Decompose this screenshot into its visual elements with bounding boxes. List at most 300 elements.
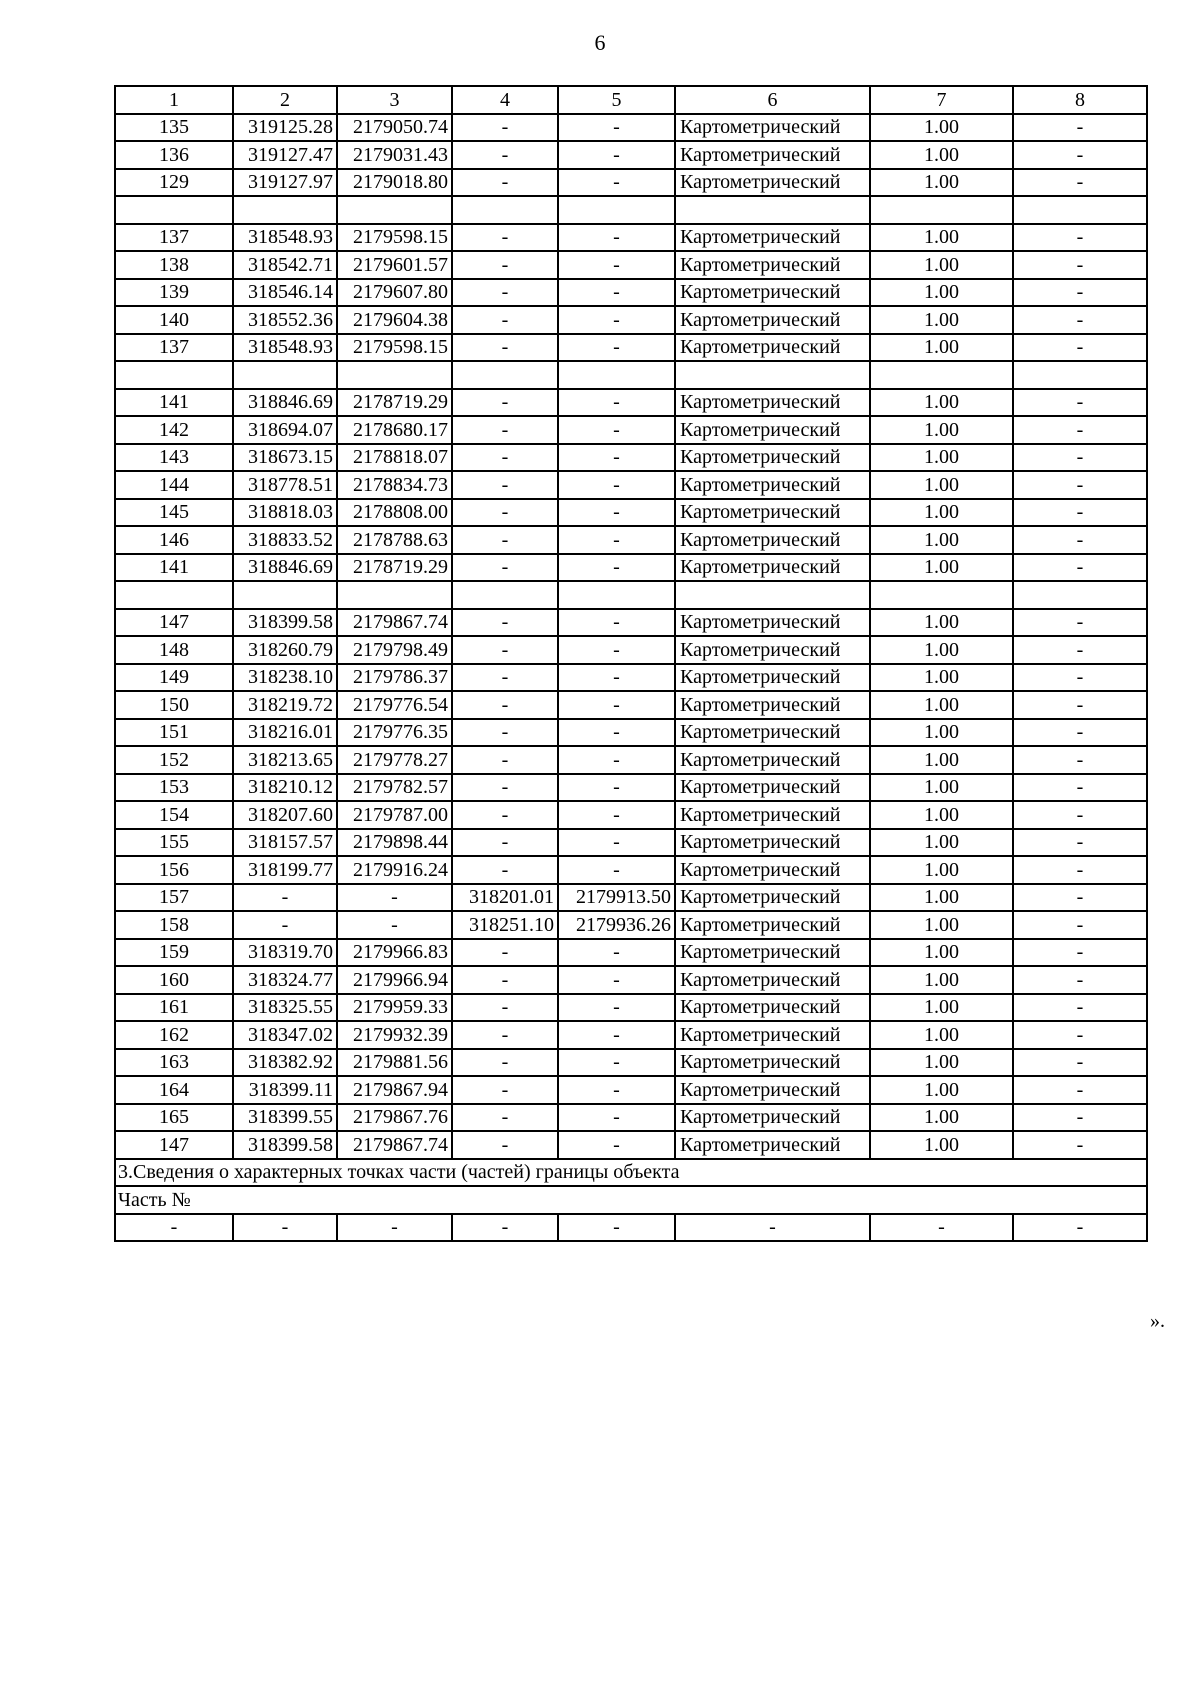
table-cell: 1.00 bbox=[870, 1131, 1013, 1159]
table-cell: - bbox=[558, 334, 675, 362]
table-cell: 139 bbox=[115, 279, 233, 307]
table-cell: 2179798.49 bbox=[337, 636, 452, 664]
table-cell: 318546.14 bbox=[233, 279, 337, 307]
table-cell: - bbox=[452, 416, 558, 444]
table-cell: 1.00 bbox=[870, 1076, 1013, 1104]
table-cell bbox=[337, 361, 452, 389]
table-cell: 137 bbox=[115, 224, 233, 252]
table-cell: Картометрический bbox=[675, 911, 870, 939]
table-cell: 2179966.83 bbox=[337, 939, 452, 967]
table-cell: - bbox=[233, 884, 337, 912]
table-cell: 2179786.37 bbox=[337, 664, 452, 692]
table-row bbox=[115, 856, 1147, 884]
table-cell: - bbox=[452, 829, 558, 857]
table-cell: 318260.79 bbox=[233, 636, 337, 664]
table-cell: 2179916.24 bbox=[337, 856, 452, 884]
table-cell: 2179867.76 bbox=[337, 1104, 452, 1132]
table-cell: 1.00 bbox=[870, 279, 1013, 307]
table-cell: 319127.47 bbox=[233, 141, 337, 169]
table-cell: 2179787.00 bbox=[337, 801, 452, 829]
table-cell: - bbox=[1013, 499, 1147, 527]
table-cell: - bbox=[452, 334, 558, 362]
table-cell: - bbox=[452, 526, 558, 554]
table-cell: - bbox=[452, 636, 558, 664]
table-cell: 1.00 bbox=[870, 141, 1013, 169]
table-cell: Картометрический bbox=[675, 389, 870, 417]
table-cell: - bbox=[1013, 966, 1147, 994]
table-cell: - bbox=[558, 939, 675, 967]
table-cell: 160 bbox=[115, 966, 233, 994]
table-cell: 318324.77 bbox=[233, 966, 337, 994]
table-row bbox=[115, 141, 1147, 169]
table-cell: Картометрический bbox=[675, 636, 870, 664]
header-cell: 8 bbox=[1013, 86, 1147, 114]
table-cell: - bbox=[558, 554, 675, 582]
table-cell: 1.00 bbox=[870, 609, 1013, 637]
table-cell: - bbox=[558, 664, 675, 692]
table-cell: - bbox=[1013, 471, 1147, 499]
table-cell: - bbox=[1013, 994, 1147, 1022]
table-cell bbox=[337, 581, 452, 609]
table-cell: 318548.93 bbox=[233, 334, 337, 362]
table-cell: 2179778.27 bbox=[337, 746, 452, 774]
table-cell: Картометрический bbox=[675, 884, 870, 912]
table-cell: - bbox=[558, 279, 675, 307]
table-row bbox=[115, 306, 1147, 334]
table-cell: - bbox=[1013, 636, 1147, 664]
table-cell: 318199.77 bbox=[233, 856, 337, 884]
table-row bbox=[115, 719, 1147, 747]
table-cell: - bbox=[558, 251, 675, 279]
table-cell: 2179776.35 bbox=[337, 719, 452, 747]
table-row bbox=[115, 1049, 1147, 1077]
table-cell: - bbox=[1013, 1131, 1147, 1159]
table-cell: 318846.69 bbox=[233, 554, 337, 582]
table-row bbox=[115, 416, 1147, 444]
table-cell: 165 bbox=[115, 1104, 233, 1132]
table-cell: - bbox=[337, 911, 452, 939]
table-cell: Картометрический bbox=[675, 306, 870, 334]
table-cell: 318207.60 bbox=[233, 801, 337, 829]
table-cell: - bbox=[558, 1021, 675, 1049]
table-cell bbox=[870, 361, 1013, 389]
table-cell: 2178834.73 bbox=[337, 471, 452, 499]
table-cell: - bbox=[452, 1104, 558, 1132]
table-row bbox=[115, 279, 1147, 307]
table-cell: Картометрический bbox=[675, 554, 870, 582]
table-cell: - bbox=[452, 746, 558, 774]
table-cell: - bbox=[558, 499, 675, 527]
table-cell: - bbox=[1013, 911, 1147, 939]
table-cell: - bbox=[1013, 444, 1147, 472]
table-cell bbox=[452, 361, 558, 389]
table-cell: - bbox=[1013, 1049, 1147, 1077]
table-cell: Картометрический bbox=[675, 719, 870, 747]
table-cell: - bbox=[1013, 664, 1147, 692]
table-cell: 319125.28 bbox=[233, 114, 337, 142]
part-cell: - bbox=[558, 1214, 675, 1242]
table-row bbox=[115, 1104, 1147, 1132]
table-cell: 148 bbox=[115, 636, 233, 664]
table-cell: 2179867.74 bbox=[337, 1131, 452, 1159]
table-cell: 161 bbox=[115, 994, 233, 1022]
table-cell: - bbox=[558, 636, 675, 664]
table-cell: - bbox=[558, 774, 675, 802]
table-row bbox=[115, 746, 1147, 774]
table-cell: 318251.10 bbox=[452, 911, 558, 939]
table-cell: - bbox=[1013, 224, 1147, 252]
table-cell: 1.00 bbox=[870, 939, 1013, 967]
table-row bbox=[115, 1021, 1147, 1049]
table-cell: - bbox=[558, 389, 675, 417]
table-cell: 1.00 bbox=[870, 306, 1013, 334]
table-cell: 2178818.07 bbox=[337, 444, 452, 472]
part-cell: - bbox=[233, 1214, 337, 1242]
table-cell: Картометрический bbox=[675, 334, 870, 362]
table-cell: 1.00 bbox=[870, 499, 1013, 527]
table-cell: 157 bbox=[115, 884, 233, 912]
closing-quote-mark: ». bbox=[1150, 1310, 1165, 1332]
table-cell: 1.00 bbox=[870, 746, 1013, 774]
table-cell bbox=[1013, 361, 1147, 389]
table-cell: - bbox=[452, 966, 558, 994]
table-cell: 1.00 bbox=[870, 664, 1013, 692]
table-row bbox=[115, 884, 1147, 912]
table-cell: Картометрический bbox=[675, 1131, 870, 1159]
table-cell: 2179898.44 bbox=[337, 829, 452, 857]
table-row bbox=[115, 471, 1147, 499]
table-row bbox=[115, 334, 1147, 362]
table-row bbox=[115, 939, 1147, 967]
table-cell: - bbox=[558, 856, 675, 884]
table-cell: 1.00 bbox=[870, 801, 1013, 829]
table-cell: 152 bbox=[115, 746, 233, 774]
table-cell: - bbox=[558, 141, 675, 169]
table-row bbox=[115, 911, 1147, 939]
table-cell: - bbox=[452, 279, 558, 307]
table-cell: - bbox=[1013, 526, 1147, 554]
table-cell: - bbox=[1013, 251, 1147, 279]
section-3-row bbox=[115, 1159, 1147, 1187]
table-cell: 2179881.56 bbox=[337, 1049, 452, 1077]
table-cell: 1.00 bbox=[870, 966, 1013, 994]
table-cell: - bbox=[558, 224, 675, 252]
table-cell: 1.00 bbox=[870, 636, 1013, 664]
table-cell: 162 bbox=[115, 1021, 233, 1049]
part-data-row bbox=[115, 1214, 1147, 1242]
header-cell: 7 bbox=[870, 86, 1013, 114]
table-row bbox=[115, 444, 1147, 472]
table-cell: Картометрический bbox=[675, 801, 870, 829]
table-cell: 318542.71 bbox=[233, 251, 337, 279]
table-cell: - bbox=[558, 691, 675, 719]
table-cell: - bbox=[558, 609, 675, 637]
table-cell: - bbox=[452, 224, 558, 252]
table-cell: - bbox=[1013, 279, 1147, 307]
table-cell: 1.00 bbox=[870, 554, 1013, 582]
table-cell: 318238.10 bbox=[233, 664, 337, 692]
part-cell: - bbox=[1013, 1214, 1147, 1242]
table-cell: 318399.58 bbox=[233, 609, 337, 637]
table-cell: 1.00 bbox=[870, 856, 1013, 884]
table-cell: - bbox=[558, 994, 675, 1022]
table-row bbox=[115, 224, 1147, 252]
table-cell: - bbox=[1013, 829, 1147, 857]
table-row bbox=[115, 774, 1147, 802]
table-cell: 319127.97 bbox=[233, 169, 337, 197]
table-cell: 2179604.38 bbox=[337, 306, 452, 334]
table-cell: - bbox=[1013, 1021, 1147, 1049]
table-row bbox=[115, 114, 1147, 142]
table-cell: 2179598.15 bbox=[337, 334, 452, 362]
table-cell: 318833.52 bbox=[233, 526, 337, 554]
table-cell: - bbox=[452, 774, 558, 802]
table-cell bbox=[558, 581, 675, 609]
table-cell: - bbox=[452, 141, 558, 169]
table-cell: Картометрический bbox=[675, 251, 870, 279]
header-cell: 3 bbox=[337, 86, 452, 114]
table-row bbox=[115, 581, 1147, 609]
table-cell: 144 bbox=[115, 471, 233, 499]
table-cell: 1.00 bbox=[870, 169, 1013, 197]
table-cell: 2179959.33 bbox=[337, 994, 452, 1022]
table-cell: Картометрический bbox=[675, 169, 870, 197]
table-cell: 318846.69 bbox=[233, 389, 337, 417]
table-cell: 2179776.54 bbox=[337, 691, 452, 719]
table-cell: 142 bbox=[115, 416, 233, 444]
table-cell: 318552.36 bbox=[233, 306, 337, 334]
table-cell: - bbox=[1013, 939, 1147, 967]
table-cell: - bbox=[1013, 609, 1147, 637]
table-cell: - bbox=[452, 1131, 558, 1159]
table-cell: - bbox=[1013, 416, 1147, 444]
table-cell: 2179607.80 bbox=[337, 279, 452, 307]
table-cell: 318382.92 bbox=[233, 1049, 337, 1077]
table-cell: - bbox=[558, 719, 675, 747]
table-cell: 1.00 bbox=[870, 1021, 1013, 1049]
part-cell: - bbox=[675, 1214, 870, 1242]
table-cell bbox=[1013, 581, 1147, 609]
table-cell: - bbox=[1013, 719, 1147, 747]
table-cell: - bbox=[1013, 856, 1147, 884]
table-cell: - bbox=[558, 114, 675, 142]
table-cell: 318325.55 bbox=[233, 994, 337, 1022]
table-cell: 2179932.39 bbox=[337, 1021, 452, 1049]
table-cell: 164 bbox=[115, 1076, 233, 1104]
table-cell: 318399.58 bbox=[233, 1131, 337, 1159]
table-cell: 2179598.15 bbox=[337, 224, 452, 252]
table-cell: - bbox=[558, 306, 675, 334]
table-cell: 318399.55 bbox=[233, 1104, 337, 1132]
table-cell: - bbox=[558, 1104, 675, 1132]
header-cell: 6 bbox=[675, 86, 870, 114]
table-cell: Картометрический bbox=[675, 746, 870, 774]
table-cell: - bbox=[558, 471, 675, 499]
table-cell: Картометрический bbox=[675, 609, 870, 637]
table-cell: 2179018.80 bbox=[337, 169, 452, 197]
part-cell: - bbox=[115, 1214, 233, 1242]
table-row bbox=[115, 526, 1147, 554]
table-cell: 1.00 bbox=[870, 994, 1013, 1022]
table-cell: 318347.02 bbox=[233, 1021, 337, 1049]
table-cell: 1.00 bbox=[870, 829, 1013, 857]
table-cell: 147 bbox=[115, 1131, 233, 1159]
table-cell: - bbox=[1013, 554, 1147, 582]
part-label-row bbox=[115, 1186, 1147, 1214]
table-cell: - bbox=[452, 856, 558, 884]
table-row bbox=[115, 664, 1147, 692]
table-cell bbox=[233, 196, 337, 224]
header-row bbox=[115, 86, 1147, 114]
table-cell: 1.00 bbox=[870, 526, 1013, 554]
table-cell: 1.00 bbox=[870, 251, 1013, 279]
table-row bbox=[115, 801, 1147, 829]
table-cell: 2178719.29 bbox=[337, 554, 452, 582]
table-row bbox=[115, 554, 1147, 582]
table-cell: - bbox=[558, 966, 675, 994]
table-cell: Картометрический bbox=[675, 664, 870, 692]
table-cell: 1.00 bbox=[870, 114, 1013, 142]
table-cell: - bbox=[558, 746, 675, 774]
table-row bbox=[115, 636, 1147, 664]
table-cell: - bbox=[558, 169, 675, 197]
table-cell: Картометрический bbox=[675, 526, 870, 554]
table-cell: - bbox=[452, 664, 558, 692]
table-cell: - bbox=[452, 471, 558, 499]
table-cell: 154 bbox=[115, 801, 233, 829]
table-cell: - bbox=[558, 801, 675, 829]
table-cell: 2178808.00 bbox=[337, 499, 452, 527]
header-cell: 1 bbox=[115, 86, 233, 114]
table-cell: 318319.70 bbox=[233, 939, 337, 967]
table-row bbox=[115, 691, 1147, 719]
table-cell: 318694.07 bbox=[233, 416, 337, 444]
table-row bbox=[115, 196, 1147, 224]
part-cell: - bbox=[337, 1214, 452, 1242]
table-cell: - bbox=[558, 416, 675, 444]
table-cell: - bbox=[558, 444, 675, 472]
table-cell: 135 bbox=[115, 114, 233, 142]
table-cell: 2179601.57 bbox=[337, 251, 452, 279]
table-cell: Картометрический bbox=[675, 1104, 870, 1132]
table-cell: Картометрический bbox=[675, 444, 870, 472]
table-row bbox=[115, 994, 1147, 1022]
table-cell: - bbox=[452, 1076, 558, 1104]
table-cell bbox=[115, 581, 233, 609]
table-cell bbox=[233, 581, 337, 609]
table-cell: Картометрический bbox=[675, 966, 870, 994]
table-cell: Картометрический bbox=[675, 856, 870, 884]
table-cell: 1.00 bbox=[870, 471, 1013, 499]
table-cell: 146 bbox=[115, 526, 233, 554]
table-cell bbox=[115, 196, 233, 224]
table-cell: 150 bbox=[115, 691, 233, 719]
table-row bbox=[115, 499, 1147, 527]
table-cell: - bbox=[452, 939, 558, 967]
table-cell: - bbox=[1013, 114, 1147, 142]
table-cell bbox=[675, 361, 870, 389]
table-cell bbox=[337, 196, 452, 224]
table-cell: Картометрический bbox=[675, 994, 870, 1022]
table-cell: 2179867.74 bbox=[337, 609, 452, 637]
table-cell bbox=[558, 196, 675, 224]
table-cell: 2179867.94 bbox=[337, 1076, 452, 1104]
table-cell: - bbox=[1013, 774, 1147, 802]
table-cell: - bbox=[452, 801, 558, 829]
table-cell: - bbox=[1013, 746, 1147, 774]
table-cell: - bbox=[1013, 141, 1147, 169]
table-cell: 318818.03 bbox=[233, 499, 337, 527]
table-row bbox=[115, 609, 1147, 637]
table-cell: Картометрический bbox=[675, 224, 870, 252]
table-cell: Картометрический bbox=[675, 416, 870, 444]
table-cell: - bbox=[452, 719, 558, 747]
table-cell: - bbox=[1013, 1104, 1147, 1132]
table-cell: 2178788.63 bbox=[337, 526, 452, 554]
table-cell: - bbox=[1013, 691, 1147, 719]
table-cell: 138 bbox=[115, 251, 233, 279]
table-cell: 1.00 bbox=[870, 691, 1013, 719]
part-cell: - bbox=[870, 1214, 1013, 1242]
table-cell bbox=[1013, 196, 1147, 224]
table-cell: 1.00 bbox=[870, 884, 1013, 912]
table-cell: 2179936.26 bbox=[558, 911, 675, 939]
table-cell: 318548.93 bbox=[233, 224, 337, 252]
table-cell bbox=[452, 581, 558, 609]
table-cell: - bbox=[1013, 801, 1147, 829]
coordinates-table bbox=[114, 85, 1148, 1242]
table-cell: 1.00 bbox=[870, 444, 1013, 472]
table-cell: Картометрический bbox=[675, 1049, 870, 1077]
table-cell bbox=[233, 361, 337, 389]
table-cell: 141 bbox=[115, 389, 233, 417]
table-cell bbox=[115, 361, 233, 389]
table-cell: - bbox=[452, 554, 558, 582]
table-cell: 163 bbox=[115, 1049, 233, 1077]
table-row bbox=[115, 829, 1147, 857]
table-cell: 318219.72 bbox=[233, 691, 337, 719]
table-cell: 1.00 bbox=[870, 911, 1013, 939]
table-cell: 159 bbox=[115, 939, 233, 967]
table-cell bbox=[870, 581, 1013, 609]
table-cell: 2179913.50 bbox=[558, 884, 675, 912]
table-cell: - bbox=[558, 829, 675, 857]
table-cell: - bbox=[558, 1076, 675, 1104]
table-cell: - bbox=[558, 1049, 675, 1077]
part-label: Часть № bbox=[115, 1186, 1147, 1214]
table-cell: 155 bbox=[115, 829, 233, 857]
table-row bbox=[115, 389, 1147, 417]
table-cell: 2178680.17 bbox=[337, 416, 452, 444]
table-cell: - bbox=[1013, 169, 1147, 197]
table-cell: 147 bbox=[115, 609, 233, 637]
table-cell: - bbox=[1013, 1076, 1147, 1104]
table-cell: 1.00 bbox=[870, 334, 1013, 362]
table-cell: - bbox=[452, 114, 558, 142]
table-cell: 136 bbox=[115, 141, 233, 169]
table-cell: 1.00 bbox=[870, 416, 1013, 444]
header-cell: 5 bbox=[558, 86, 675, 114]
table-cell: 318673.15 bbox=[233, 444, 337, 472]
table-cell: 318778.51 bbox=[233, 471, 337, 499]
table-cell: 1.00 bbox=[870, 389, 1013, 417]
page-number: 6 bbox=[594, 30, 606, 55]
table-cell: 158 bbox=[115, 911, 233, 939]
table-cell: 318399.11 bbox=[233, 1076, 337, 1104]
table-cell: - bbox=[1013, 334, 1147, 362]
table-cell: - bbox=[452, 1049, 558, 1077]
table-cell: 1.00 bbox=[870, 719, 1013, 747]
